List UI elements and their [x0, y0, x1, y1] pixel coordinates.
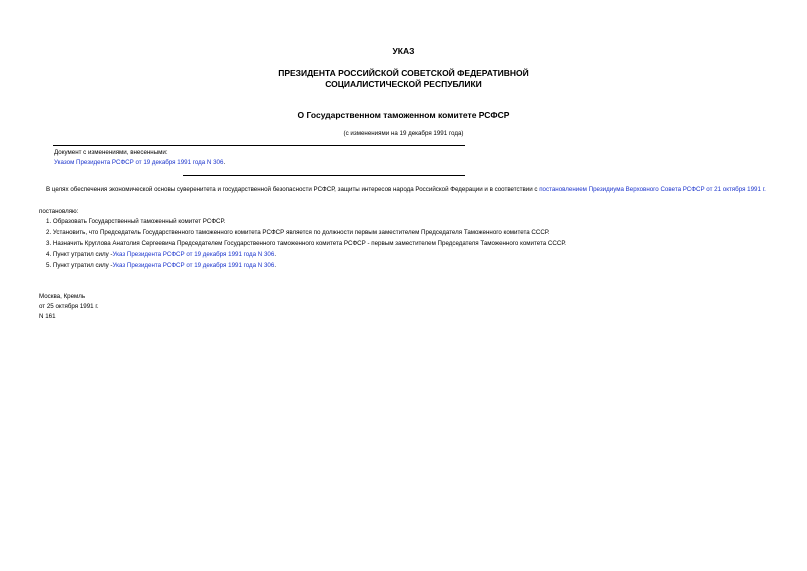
changes-link-line: [54, 158, 225, 167]
document-title: УКАЗ: [392, 46, 415, 56]
item-5: [46, 261, 276, 270]
bottom-divider: [183, 175, 465, 176]
signature-date: от 25 октября 1991 г.: [39, 303, 99, 310]
document-subject: О Государственном таможенном комитете РСФСР: [297, 110, 510, 120]
preamble-text: В целях обеспечения экономической основы суверенитета и государственной безопасности РСФСР, защиты интересов народа Российской Федерации и в соответствии с: [46, 186, 540, 193]
resolve-line: постановляю:: [39, 208, 79, 215]
amendment-note: (с изменениями на 19 декабря 1991 года): [343, 130, 464, 137]
changes-decree-link[interactable]: Указом Президента РСФСР от 19 декабря 1991 года N 306: [54, 159, 224, 166]
item-4-decree-link[interactable]: Указ Президента РСФСР от 19 декабря 1991 года N 306: [112, 251, 275, 258]
changes-label: Документ с изменениями, внесенными:: [54, 149, 168, 156]
item-5-decree-link[interactable]: Указ Президента РСФСР от 19 декабря 1991 года N 306: [112, 262, 275, 269]
item-5-period: .: [274, 262, 277, 269]
item-4-text: 4. Пункт утратил силу -: [46, 251, 113, 258]
preamble-paragraph: [39, 185, 774, 195]
signature-place: Москва, Кремль: [39, 293, 86, 300]
preamble-resolution-link[interactable]: постановлением Президиума Верховного Совета РСФСР от 21 октября 1991 г.: [539, 186, 766, 193]
signature-number: N 161: [39, 313, 56, 320]
item-5-text: 5. Пункт утратил силу -: [46, 262, 113, 269]
item-4: [46, 250, 276, 259]
item-4-period: .: [274, 251, 277, 258]
item-1: 1. Образовать Государственный таможенный комитет РСФСР.: [46, 218, 226, 225]
issuer-line-1: ПРЕЗИДЕНТА РОССИЙСКОЙ СОВЕТСКОЙ ФЕДЕРАТИВНОЙ: [278, 68, 529, 78]
item-2: 2. Установить, что Председатель Государственного таможенного комитета РСФСР является по должности первым заместителем Председателя Таможенного комитета СССР.: [46, 229, 550, 236]
issuer-line-2: СОЦИАЛИСТИЧЕСКОЙ РЕСПУБЛИКИ: [325, 79, 482, 89]
top-divider: [53, 145, 465, 146]
changes-link-period: .: [223, 159, 226, 166]
item-3: 3. Назначить Круглова Анатолия Сергеевича Председателем Государственного таможенного комитета РСФСР - первым заместителем Председателя Таможенного комитета СССР.: [46, 240, 566, 247]
